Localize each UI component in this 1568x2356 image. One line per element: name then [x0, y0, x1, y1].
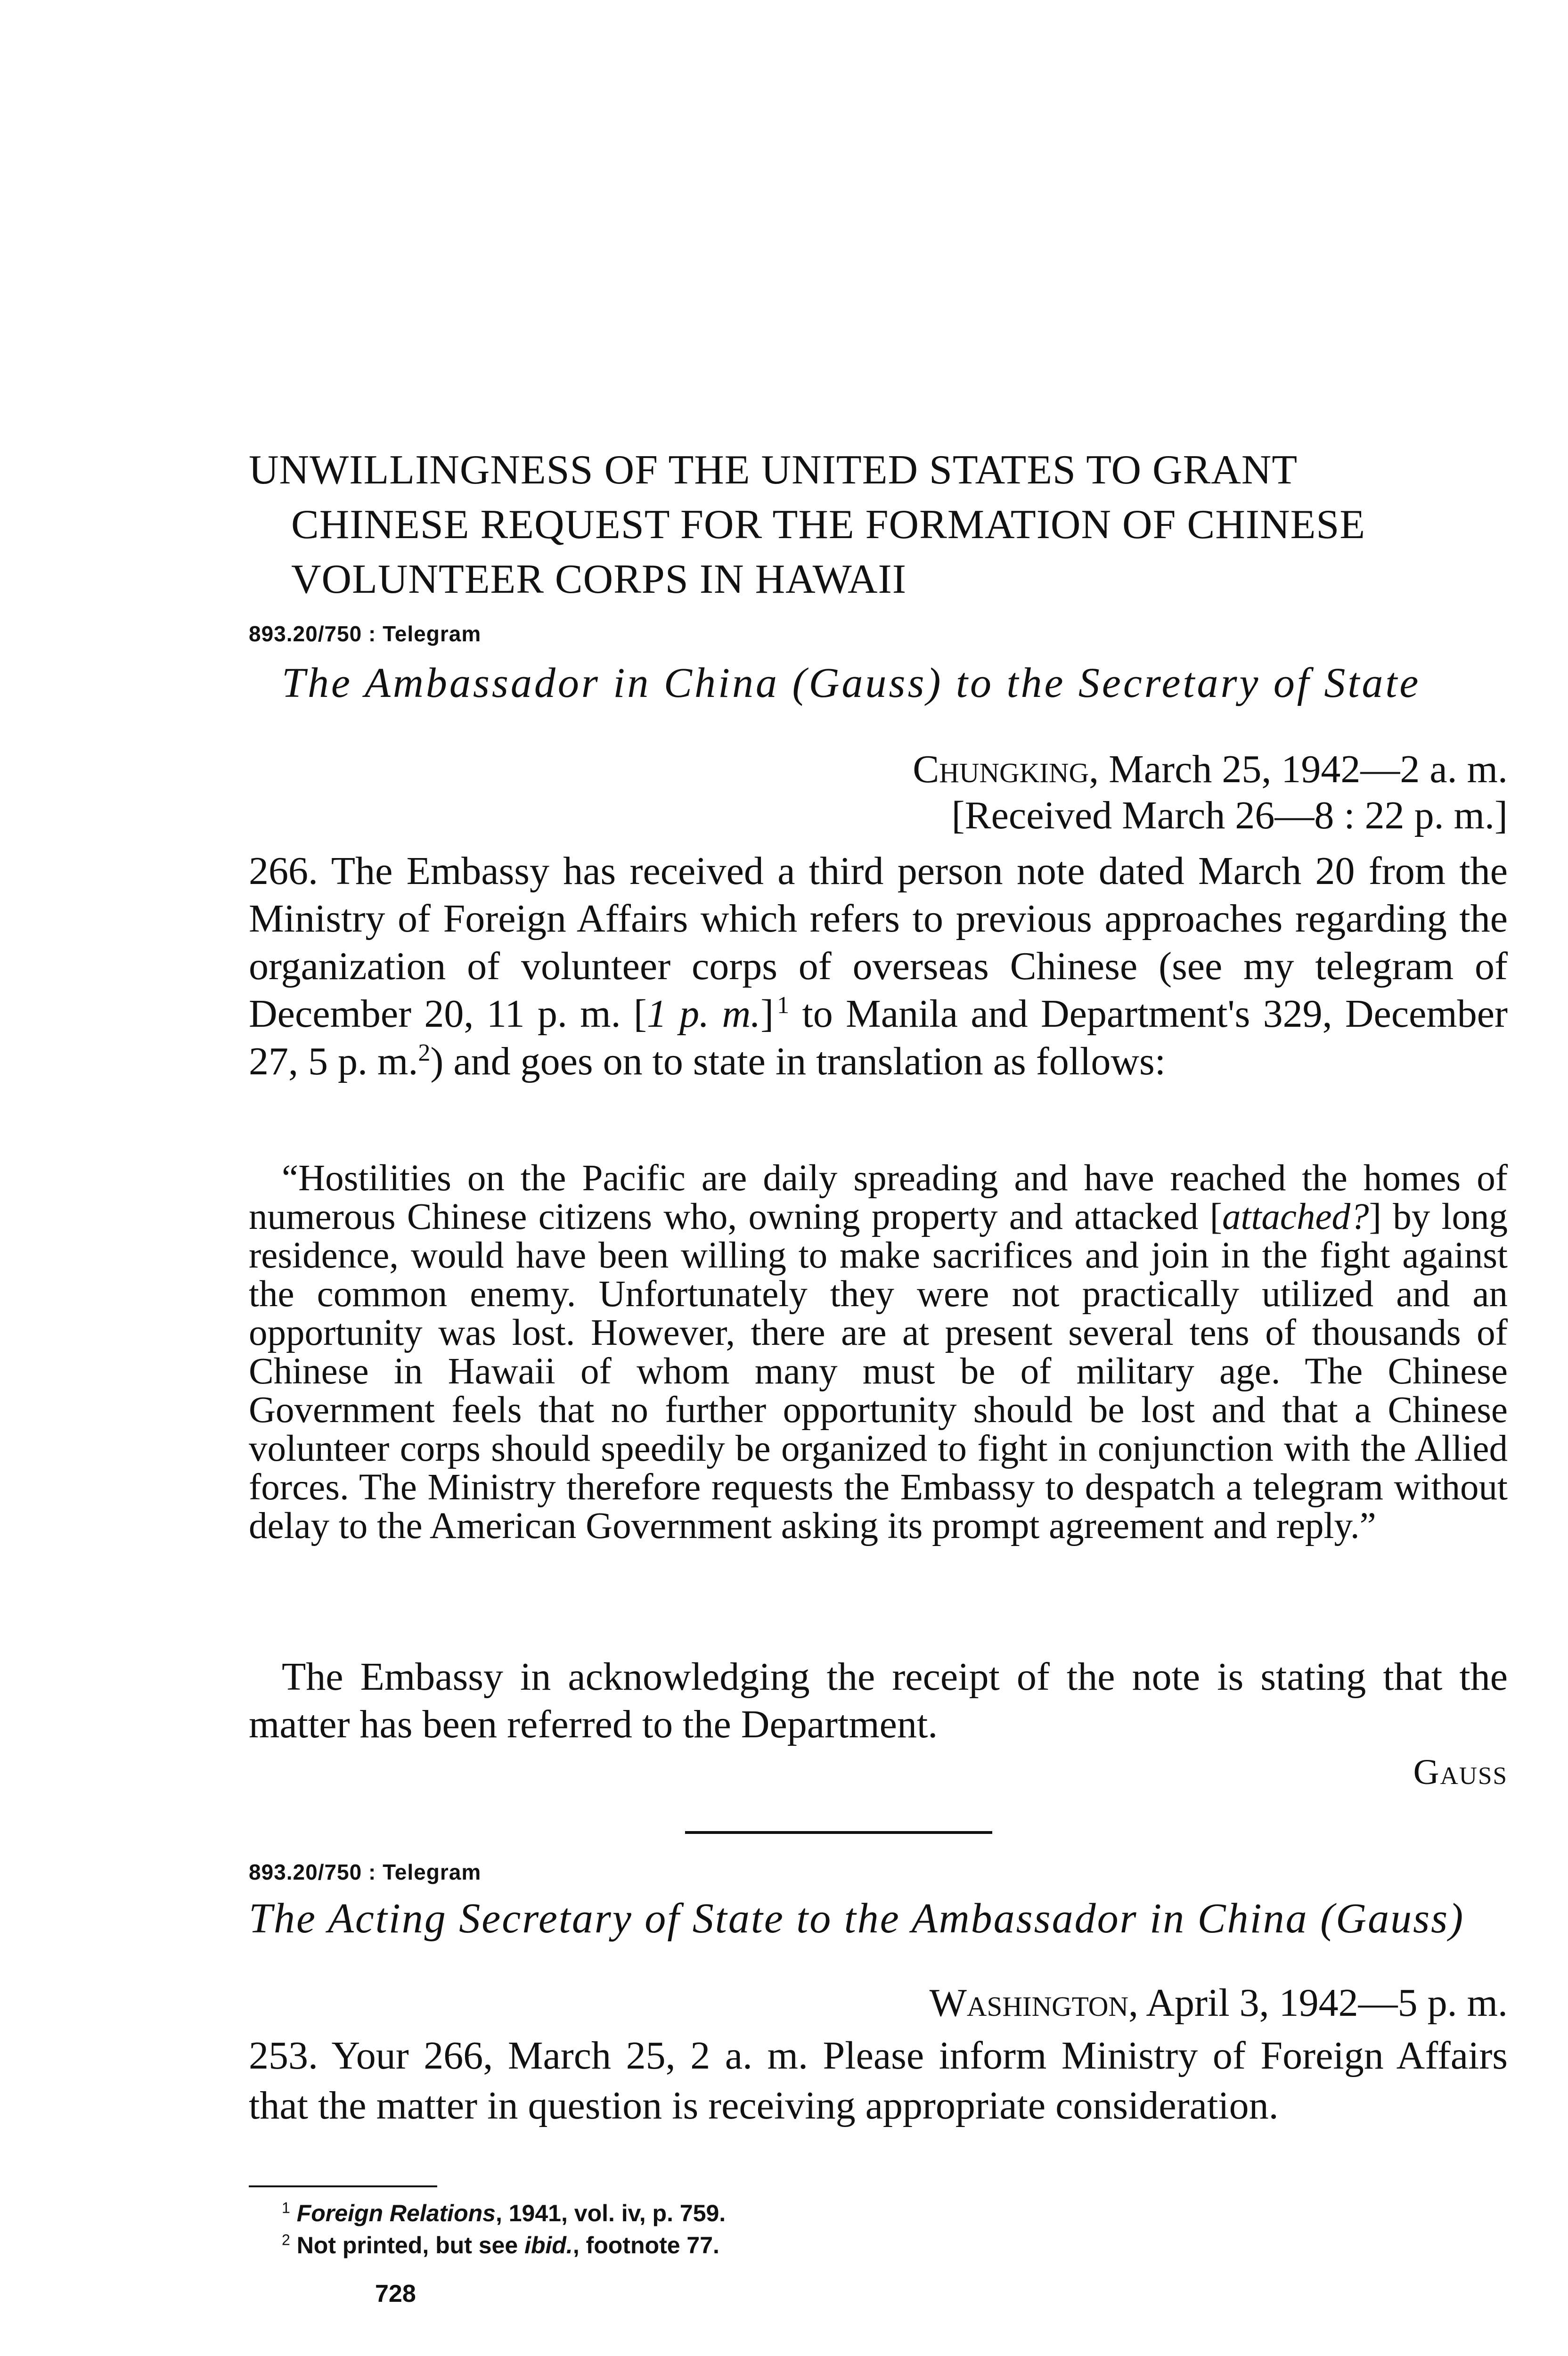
doc2-heading-part1: The Acting Secretary of State to the Ambassador in China (: [249, 1895, 1336, 1942]
doc1-signature: Gauss: [1413, 1752, 1508, 1792]
doc2-paragraph: 253. Your 266, March 25, 2 a. m. Please inform Ministry of Foreign Affairs that the matter in question is receiving appropriate consideration.: [249, 2034, 1508, 2127]
quote-part-b: ] by long residence, would have been willing to make sacrifices and join in the fight against the common enemy. Unfortunately they were not practically utilized and an opportunity was lost. However, there are at present several tens of thousands of Chinese in Hawaii of whom many must be of military age. The Chinese Government feels that no further opportunity should be lost and that a Chinese volunteer corps should speedily be organized to fight in conjunction with the Allied forces. The Ministry therefore requests the Embassy to despatch a telegram without delay to the American Government asking its prompt agreement and reply.”: [249, 1196, 1508, 1546]
doc1-paragraph-correction: 1 p. m.: [646, 992, 761, 1036]
page-number: 728: [375, 2280, 416, 2307]
footnote-2-mark: 2: [418, 1039, 431, 1066]
doc1-heading-part1: The Ambassador in China (: [282, 660, 809, 706]
doc2-place: Washington: [929, 1981, 1128, 2025]
doc1-paragraph-c: ) and goes on to state in translation as follows:: [430, 1039, 1166, 1083]
footnote-2-number: 2: [282, 2231, 290, 2249]
doc2-dateline: [930, 1980, 1508, 2026]
doc2-file-reference: 893.20/750 : Telegram: [249, 1860, 482, 1884]
doc1-heading-part2: ) to the Secretary of State: [926, 660, 1421, 706]
doc2-heading: [249, 1894, 1464, 1943]
doc1-received: [Received March 26—8 : 22 p. m.]: [951, 794, 1508, 837]
footnote-2-text-a: Not printed, but see: [296, 2232, 525, 2258]
section-title: [249, 443, 1508, 607]
footnote-1: [282, 2200, 726, 2227]
doc1-heading: [282, 659, 1421, 707]
doc1-heading-name: Gauss: [808, 660, 927, 706]
title-line-2: CHINESE REQUEST FOR THE FORMATION OF CHINESE: [291, 502, 1366, 548]
doc2-date: , April 3, 1942—5 p. m.: [1128, 1981, 1508, 2025]
doc1-paragraph-bracket: ]: [760, 992, 774, 1036]
doc2-heading-name: Gauss: [1336, 1895, 1449, 1942]
doc1-quotation: [249, 1159, 1508, 1546]
document-page: [249, 0, 1508, 2356]
doc1-date: , March 25, 1942—2 a. m.: [1089, 747, 1508, 791]
section-divider: [685, 1831, 992, 1834]
footnote-2: [282, 2232, 719, 2259]
title-line-1: UNWILLINGNESS OF THE UNITED STATES TO GRANT: [249, 447, 1298, 493]
doc1-place: Chungking: [913, 747, 1089, 791]
footnote-rule: [249, 2185, 437, 2187]
footnote-2-ibid: ibid.: [524, 2232, 573, 2258]
footnote-1-number: 1: [282, 2199, 290, 2217]
footnote-2-text-b: , footnote 77.: [572, 2232, 719, 2258]
footnote-1-mark: 1: [777, 992, 790, 1019]
doc1-file-reference: 893.20/750 : Telegram: [249, 622, 482, 646]
doc1-paragraph-b: to Manila and Department's 329, December 27, 5 p. m.: [249, 992, 1508, 1083]
doc1-paragraph-a: 266. The Embassy has received a third person note dated March 20 from the Ministry of Foreign Affairs which refers to previous approaches regarding the organization of volunteer corps of overseas Chinese (see my telegram of December 20, 11 p. m. [: [249, 849, 1508, 1036]
footnote-1-text: , 1941, vol. iv, p. 759.: [495, 2200, 726, 2226]
doc1-dateline: [913, 746, 1508, 792]
title-line-3: VOLUNTEER CORPS IN HAWAII: [291, 556, 907, 602]
doc2-heading-part2: ): [1449, 1895, 1465, 1942]
doc1-paragraph: [249, 847, 1508, 1085]
quote-correction: attached?: [1222, 1196, 1369, 1237]
footnote-1-title: Foreign Relations: [296, 2200, 496, 2226]
doc1-closing: The Embassy in acknowledging the receipt of the note is stating that the matter has been referred to the Department.: [249, 1655, 1508, 1746]
quote-part-a: “Hostilities on the Pacific are daily spreading and have reached the homes of numerous Chinese citizens who, owning property and attacked [: [249, 1158, 1508, 1237]
